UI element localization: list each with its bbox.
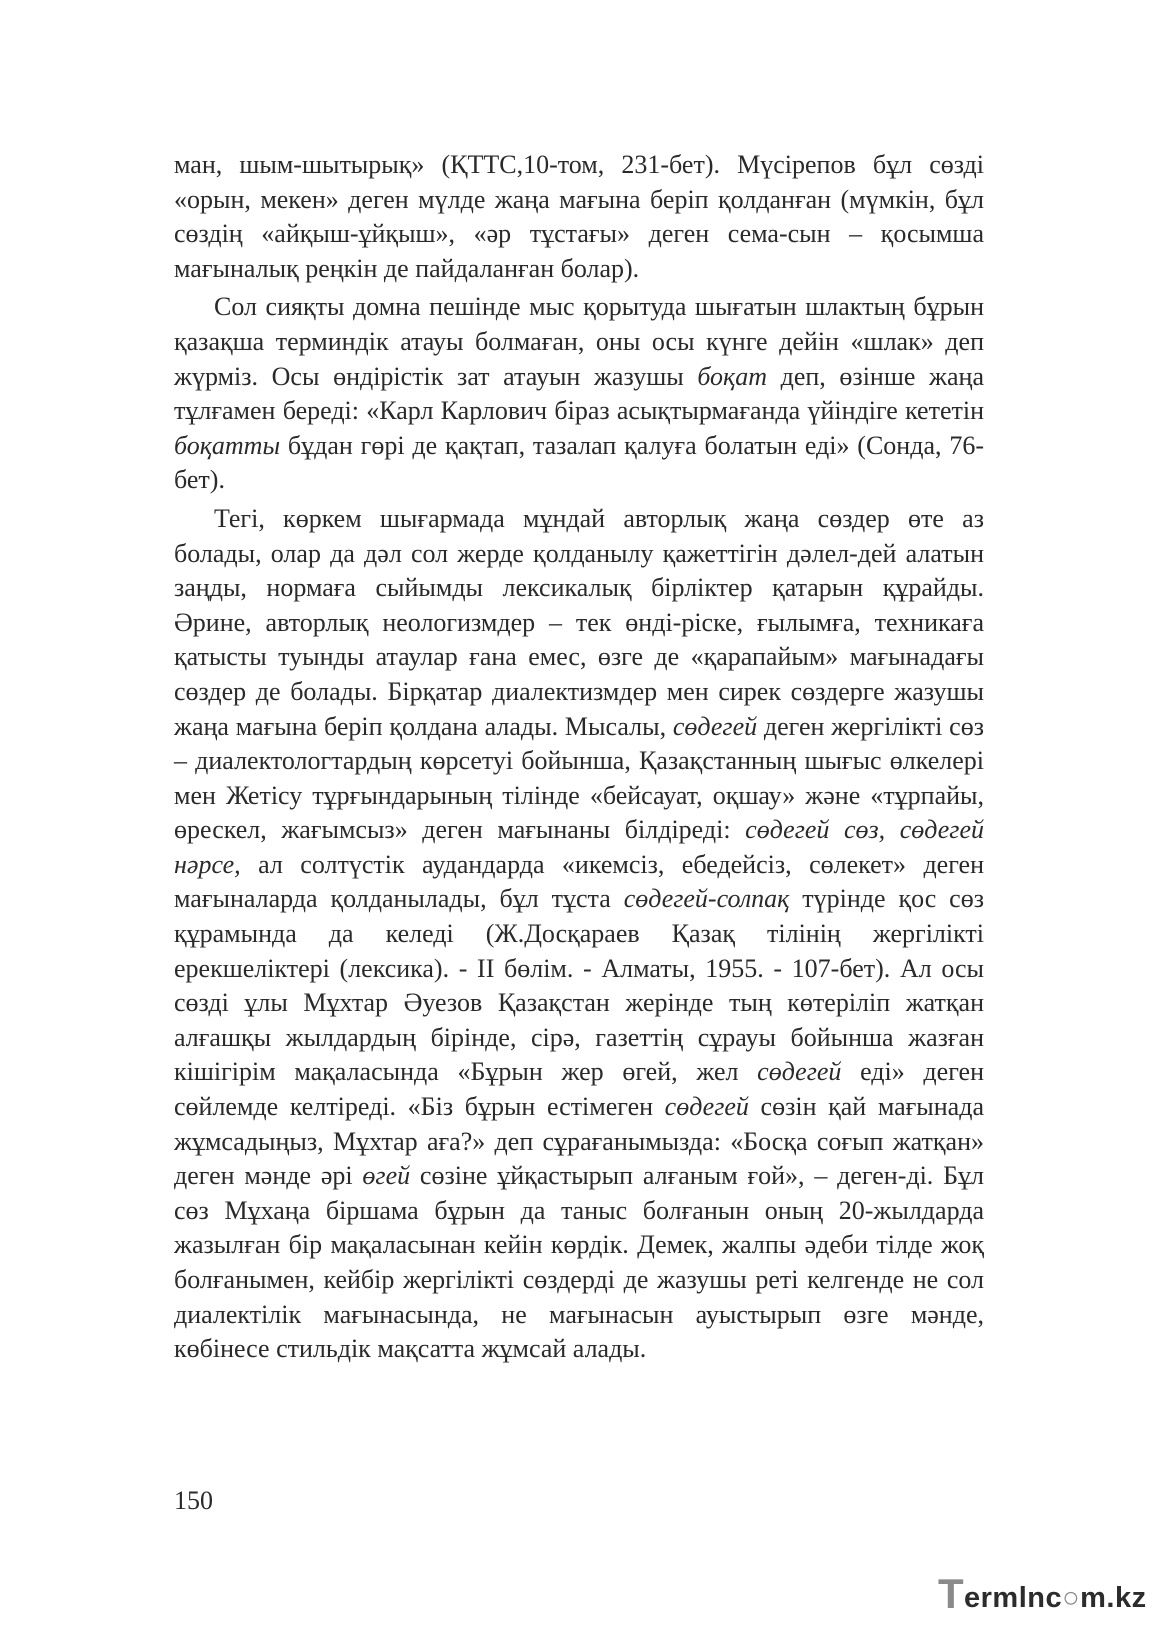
italic-term: сөдегей	[672, 711, 758, 741]
italic-term: сөдегей	[664, 1092, 749, 1122]
italic-term: сөдегей-солпақ	[623, 884, 790, 914]
text-run: бұдан гөрі де қақтап, тазалап қалуға болатын еді» (Сонда, 76-бет).	[174, 430, 984, 495]
watermark-text	[964, 1578, 1147, 1618]
text-run: деп, өзінше жаңа тұлғамен береді: «Карл Карлович біраз асықтырмағанда үйіндіге кететін	[174, 361, 984, 426]
text-run: сөзін қай мағынада жұмсадыңыз, Мұхтар аға?» деп сұрағанымызда: «Босқа соғып жатқан» деген мәнде әрі	[174, 1092, 984, 1191]
italic-term: өгей	[362, 1161, 411, 1191]
text-run: сөзіне ұйқастырып алғаным ғой», – деген-ді. Бұл сөз Мұхаңа біршама бұрын да таныс болғанын оның 20-жылдарда жазылған бір мақаласынан кейін көрдік. Демек, жалпы әдеби тілде жоқ болғанымен, кейбір жергілікті сөздерді де жазушы реті келгенде не сол диалектілік мағынасында, не мағынасын ауыстырып өзге мәнде, көбінесе стильдік мақсатта жұмсай алады.	[174, 1161, 985, 1364]
body-text	[174, 148, 984, 1371]
text-run: Тегі, көркем шығармада мұндай авторлық жаңа сөздер өте аз болады, олар да дәл сол жерде қолданылу қажеттігін дәлел-дей алатын заңды, нормаға сыйымды лексикалық бірліктер қатарын құрайды. Әрине, авторлық неологизмдер – тек өнді-ріске, ғылымға, техникаға қатысты туынды атаулар ғана емес, өзге де «қарапайым» мағынадағы сөздер де болады. Бірқатар диалектизмдер мен сирек сөздерге жазушы жаңа мағына беріп қолдана алады. Мысалы,	[174, 503, 984, 741]
page-number: 150	[174, 1486, 213, 1515]
terminkom-watermark-logo	[938, 1570, 1150, 1618]
text-run: ал солтүстік аудандарда «икемсіз, ебедейсіз, сөлекет» деген мағыналарда қолданылады, бұл тұста	[174, 849, 984, 914]
text-run: еді» деген сөйлемде келтіреді. «Біз бұрын естімеген	[174, 1057, 984, 1122]
paragraph	[174, 148, 984, 286]
italic-term: боқатты	[174, 430, 281, 460]
watermark-magnifier-icon: ○	[1062, 1582, 1081, 1614]
watermark-t-letter: T	[938, 1570, 964, 1617]
paragraph	[174, 290, 984, 498]
text-run: Сол сияқты домна пешінде мыс қорытуда шығатын шлактың бұрын қазақша терминдік атауы болмаған, оны осы күнге дейін «шлак» деп жүрміз. Осы өндірістік зат атауын жазушы	[174, 292, 984, 391]
italic-term: сөдегей	[757, 1057, 842, 1087]
italic-term: боқат	[697, 361, 767, 391]
text-run: түрінде қос сөз құрамында да келеді (Ж.Досқараев Қазақ тілінің жергілікті ерекшеліктері (лексика). - II бөлім. - Алматы, 1955. - 107-бет). Ал осы сөзді ұлы Мұхтар Әуезов Қазақстан жерінде тың көтеріліп жатқан алғашқы жылдардың бірінде, сірә, газеттің сұрауы бойынша жазған кішігірім мақаласында «Бұрын жер өгей, жел	[174, 884, 984, 1087]
text-run: деген жергілікті сөз – диалектологтардың көрсетуі бойынша, Қазақстанның шығыс өлкелері мен Жетісу тұрғындарының тілінде «бейсауат, оқшау» және «тұрпайы, өрескел, жағымсыз» деген мағынаны білдіреді:	[174, 711, 984, 845]
watermark-text-b: m.kz	[1080, 1582, 1147, 1614]
italic-term: сөдегей сөз, сөдегей нәрсе,	[174, 815, 984, 879]
watermark-text-a: ermlnc	[964, 1582, 1063, 1614]
text-run: ман, шым-шытырық» (ҚТТС,10-том, 231-бет). Мүсірепов бұл сөзді «орын, мекен» деген мүлде жаңа мағына беріп қолданған (мүмкін, бұл сөздің «айқыш-ұйқыш», «әр тұстағы» деген сема-сын – қосымша мағыналық реңкін де пайдаланған болар).	[174, 150, 984, 283]
paragraph	[174, 502, 984, 1367]
